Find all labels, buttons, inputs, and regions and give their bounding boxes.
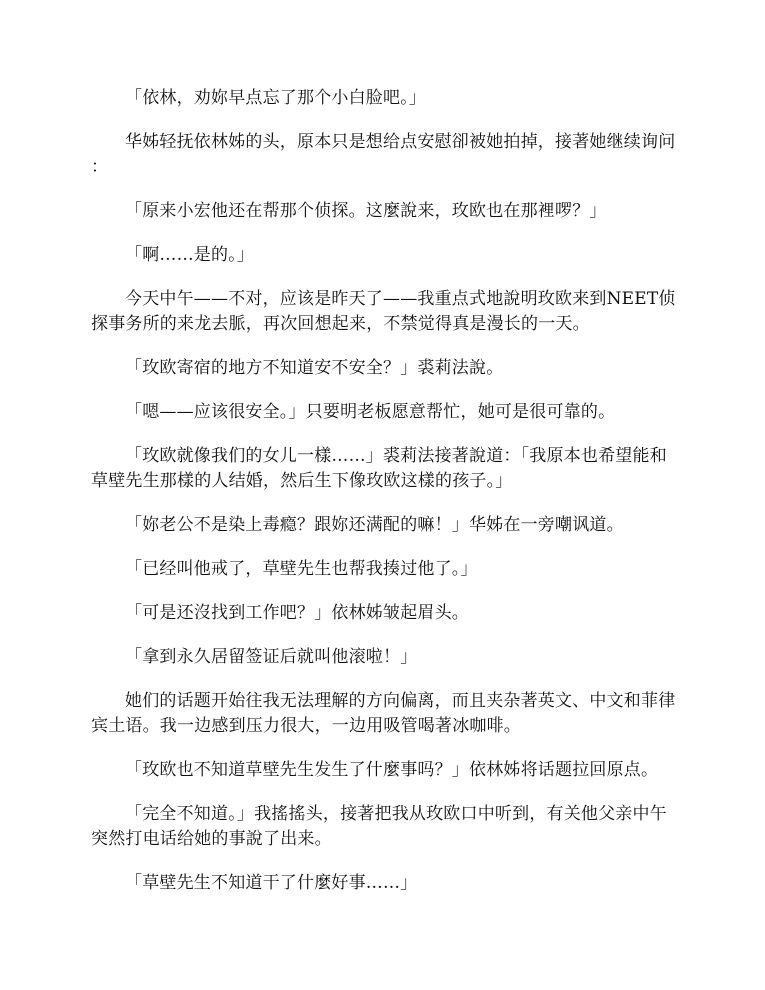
paragraph-1: 「依林，劝妳早点忘了那个小白脸吧。」 bbox=[125, 88, 427, 108]
paragraph-10: 「已经叫他戒了，草壁先生也帮我揍过他了。」 bbox=[125, 559, 478, 579]
paragraph-14: 「玫欧也不知道草壁先生发生了什麼事吗？」依林姊将话题拉回原点。 bbox=[125, 760, 659, 780]
paragraph-9: 「妳老公不是染上毒瘾？跟妳还满配的嘛！」华姊在一旁嘲讽道。 bbox=[125, 515, 624, 535]
paragraph-6: 「玫欧寄宿的地方不知道安不安全？」裘莉法說。 bbox=[125, 358, 504, 378]
paragraph-8: 「玫欧就像我们的女儿一樣……」裘莉法接著說道：「我原本也希望能和草壁先生那樣的人结婚，然后生下像玫欧这樣的孩子。」 bbox=[91, 446, 667, 491]
paragraph-4: 「啊……是的。」 bbox=[125, 245, 255, 265]
paragraph-7: 「嗯——应该很安全。」只要明老板愿意帮忙，她可是很可靠的。 bbox=[125, 402, 616, 422]
paragraph-5: 今天中午——不对，应该是昨天了——我重点式地說明玫欧来到NEET侦探事务所的来龙去脈，再次回想起来，不禁觉得真是漫长的一天。 bbox=[91, 289, 676, 334]
paragraph-13: 她们的话题开始往我无法理解的方向偏离，而且夹杂著英文、中文和菲律宾土语。我一边感到压力很大，一边用吸管喝著冰咖啡。 bbox=[91, 691, 676, 736]
paragraph-12: 「拿到永久居留签证后就叫他滚啦！」 bbox=[125, 647, 418, 667]
paragraph-3: 「原来小宏他还在帮那个侦探。这麼說来，玫欧也在那裡啰？」 bbox=[125, 201, 607, 221]
paragraph-2: 华姊轻抚依林姊的头，原本只是想给点安慰卻被她拍掉，接著她继续询问： bbox=[91, 132, 676, 177]
paragraph-15: 「完全不知道。」我搖搖头，接著把我从玫欧口中听到，有关他父亲中午突然打电话给她的事說了出来。 bbox=[91, 804, 667, 849]
paragraph-16: 「草壁先生不知道干了什麼好事……」 bbox=[125, 873, 418, 893]
document-page bbox=[91, 86, 681, 915]
paragraph-11: 「可是还沒找到工作吧？」依林姊皱起眉头。 bbox=[125, 603, 469, 623]
